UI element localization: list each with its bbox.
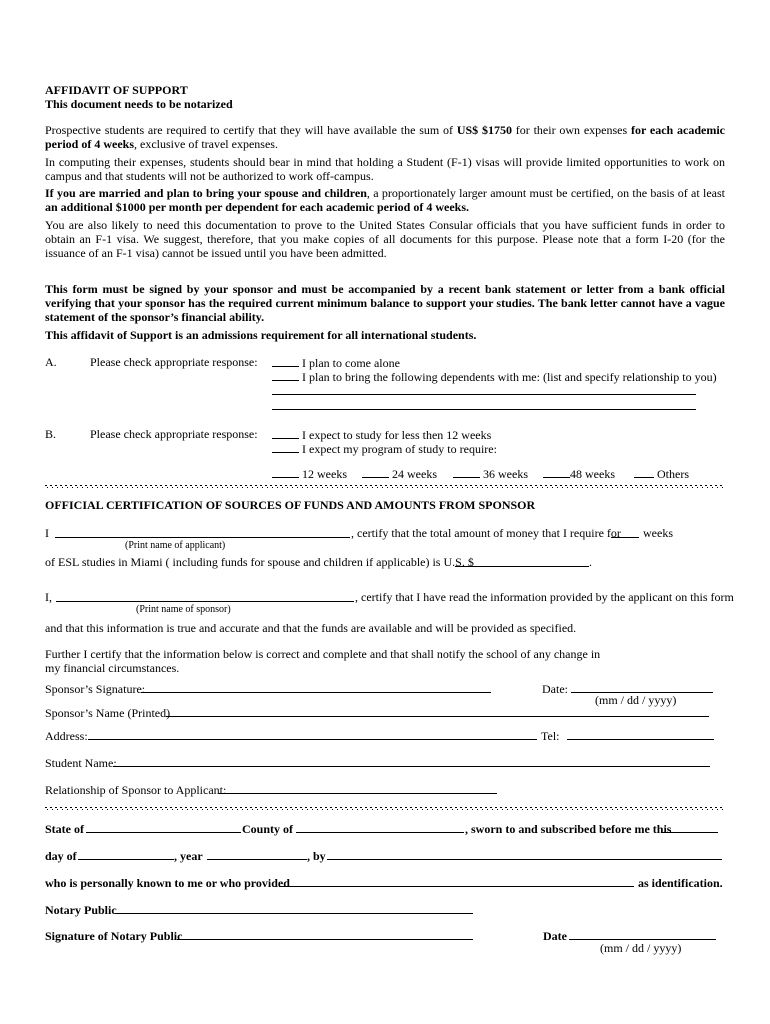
option-bring-dependents [272, 369, 717, 384]
option-less-12-weeks [272, 427, 491, 442]
dashed-divider [45, 806, 725, 810]
duration-48 [543, 466, 615, 481]
intro-paragraph-4: You are also likely to need this documentation to prove to the United States Consular officials that you have sufficient funds in order to obtain an F-1 visa. We suggest, therefore, that you make copies of all documents for this purpose. Please note that a form I-20 (for the issuance of an F-1 visa) cannot be issued until you have been admitted. [45, 218, 725, 260]
intro-paragraph-1 [45, 123, 725, 151]
intro-text: , a proportionately larger amount must be certified, on the basis of at least [366, 186, 725, 200]
married-clause: If you are married and plan to bring your spouse and children [45, 186, 367, 200]
student-name-label: Student Name: [45, 756, 117, 770]
notary-public-line[interactable] [115, 913, 473, 914]
true-accurate-text: and that this information is true and accurate and that the funds are available and will be provided as specified. [45, 621, 577, 635]
relationship-line[interactable] [219, 793, 497, 794]
tel-line[interactable] [567, 739, 714, 740]
duration-36 [453, 466, 528, 481]
day-line[interactable] [78, 859, 174, 860]
intro-paragraph-2: In computing their expenses, students should bear in mind that holding a Student (F-1) visas will provide limited opportunities to work on campus and that students will not be authorized to work off-campus. [45, 155, 725, 183]
identification-line[interactable] [279, 886, 634, 887]
notary-public-label: Notary Public [45, 903, 117, 917]
dependents-line-1[interactable] [272, 394, 696, 395]
duration-label: Others [657, 467, 689, 481]
intro-text: for their own expenses [511, 123, 631, 137]
check-blank[interactable] [634, 466, 654, 478]
dependents-line-2[interactable] [272, 409, 696, 410]
required-amount: US$ $1750 [456, 123, 512, 137]
section-a-letter: A. [45, 355, 57, 369]
weeks-label: weeks [643, 526, 673, 540]
year-line[interactable] [207, 859, 307, 860]
duration-label: 48 weeks [570, 467, 615, 481]
notary-signature-line[interactable] [177, 939, 473, 940]
sponsor-date-format: (mm / dd / yyyy) [595, 693, 677, 707]
day-of-label: day of [45, 849, 77, 863]
option-label: I expect to study for less then 12 weeks [302, 428, 492, 442]
section-a-prompt: Please check appropriate response: [90, 355, 258, 369]
admissions-requirement: This affidavit of Support is an admissions requirement for all international students. [45, 328, 477, 342]
student-name-line[interactable] [113, 766, 710, 767]
check-blank[interactable] [272, 466, 299, 478]
dependent-amount: an additional $1000 per month per dependent for each academic period of 4 weeks. [45, 200, 470, 214]
option-come-alone [272, 355, 400, 370]
check-blank[interactable] [272, 369, 299, 381]
notary-date-line[interactable] [569, 939, 716, 940]
sponsor-i: I, [45, 590, 52, 604]
option-program-length [272, 441, 497, 456]
amount-line[interactable] [455, 566, 589, 567]
sponsor-printed-name-label: Sponsor’s Name (Printed) [45, 706, 171, 720]
county-line[interactable] [296, 832, 464, 833]
print-applicant-label: (Print name of applicant) [125, 540, 226, 551]
document-title: AFFIDAVIT OF SUPPORT [45, 83, 188, 97]
esl-period: . [589, 555, 592, 569]
applicant-certify-text: , certify that the total amount of money that I require for [351, 526, 621, 540]
duration-others [634, 466, 689, 481]
check-blank[interactable] [362, 466, 389, 478]
duration-12 [272, 466, 347, 481]
duration-label: 36 weeks [483, 467, 528, 481]
year-label: , year [174, 849, 203, 863]
state-line[interactable] [86, 832, 241, 833]
option-label: I plan to come alone [302, 356, 400, 370]
applicant-i: I [45, 526, 49, 540]
certification-heading: OFFICIAL CERTIFICATION OF SOURCES OF FUNDS AND AMOUNTS FROM SPONSOR [45, 498, 536, 512]
sponsor-name-line[interactable] [56, 601, 354, 602]
duration-label: 12 weeks [302, 467, 347, 481]
tel-label: Tel: [541, 729, 560, 743]
state-of-label: State of [45, 822, 84, 836]
address-label: Address: [45, 729, 88, 743]
esl-amount-text: of ESL studies in Miami ( including funds for spouse and children if applicable) is U.S. $ [45, 555, 474, 569]
notary-date-format: (mm / dd / yyyy) [600, 941, 682, 955]
check-blank[interactable] [272, 427, 299, 439]
sponsor-signature-line[interactable] [141, 692, 491, 693]
option-label: I expect my program of study to require: [302, 442, 497, 456]
address-line[interactable] [88, 739, 537, 740]
weeks-blank[interactable] [611, 537, 639, 538]
notary-date-label: Date [543, 929, 567, 943]
sponsor-signature-label: Sponsor’s Signature: [45, 682, 146, 696]
check-blank[interactable] [272, 441, 299, 453]
intro-period: for each academic period of 4 weeks [45, 123, 725, 151]
applicant-name-line[interactable] [55, 537, 350, 538]
section-b-letter: B. [45, 427, 57, 441]
section-b-prompt: Please check appropriate response: [90, 427, 258, 441]
county-of-label: County of [242, 822, 294, 836]
by-label: , by [307, 849, 326, 863]
check-blank[interactable] [272, 355, 299, 367]
sworn-day-line[interactable] [662, 832, 718, 833]
document-subtitle: This document needs to be notarized [45, 97, 233, 111]
further-certify-text: Further I certify that the information below is correct and complete and that shall notify the school of any change in my financial circumstances. [45, 647, 601, 675]
sponsor-date-label: Date: [542, 682, 568, 696]
intro-text: , exclusive of travel expenses. [134, 137, 278, 151]
identification-label: as identification. [638, 876, 723, 890]
intro-paragraph-3 [45, 186, 725, 214]
by-line[interactable] [327, 859, 722, 860]
check-blank[interactable] [543, 466, 570, 478]
duration-24 [362, 466, 437, 481]
duration-label: 24 weeks [392, 467, 437, 481]
personally-known-text: who is personally known to me or who provided [45, 876, 290, 890]
print-sponsor-label: (Print name of sponsor) [136, 604, 231, 615]
intro-text: Prospective students are required to certify that they will have available the sum of [45, 123, 457, 137]
dashed-divider [45, 484, 725, 488]
relationship-label: Relationship of Sponsor to Applicant: [45, 783, 227, 797]
sponsor-printed-name-line[interactable] [166, 716, 709, 717]
notary-signature-label: Signature of Notary Public [45, 929, 183, 943]
sworn-text: , sworn to and subscribed before me this [465, 822, 672, 836]
sponsor-requirement: This form must be signed by your sponsor and must be accompanied by a recent bank statement or letter from a bank official verifying that your sponsor has the required current minimum balance to support your studies. The bank letter cannot have a vague statement of the sponsor’s financial ability. [45, 282, 725, 324]
check-blank[interactable] [453, 466, 480, 478]
sponsor-certify-text: , certify that I have read the information provided by the applicant on this form [355, 590, 734, 604]
option-label: I plan to bring the following dependents with me: (list and specify relationship to you) [302, 370, 717, 384]
